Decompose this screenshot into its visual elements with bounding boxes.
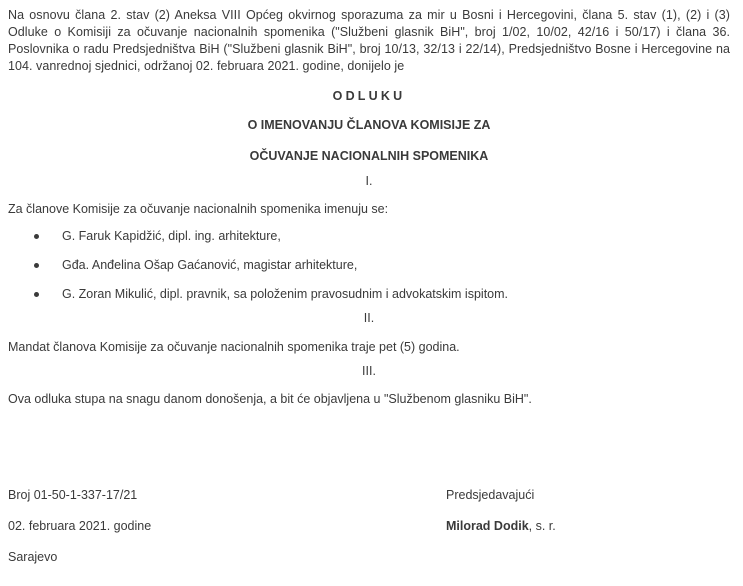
decision-document (8, 0, 730, 564)
decision-number: Broj 01-50-1-337-17/21 (8, 488, 138, 502)
preamble-paragraph: Na osnovu člana 2. stav (2) Aneksa VIII Općeg okvirnog sporazuma za mir u Bosni i Hercegovini, člana 5. stav (1), (2) i (3) Odluke o Komisiji za očuvanje nacionalnih spomenika ("Službeni glasnik BiH", broj 1/02, 10/02, 42/16 i 50/17) i člana 36. Poslovnika o radu Predsjedništva BiH ("Službeni glasnik BiH", broj 10/13, 32/13 i 22/14), Predsjedništvo Bosne i Hercegovine na 104. vanrednoj sjednici, održanoj 02. februara 2021. godine, donijelo je (8, 8, 730, 73)
section-2-text: Mandat članova Komisije za očuvanje nacionalnih spomenika traje pet (5) godina. (8, 340, 460, 354)
signer (446, 518, 556, 534)
bullet-icon (34, 263, 39, 268)
member-name: G. Faruk Kapidžić, dipl. ing. arhitekture, (62, 229, 281, 243)
section-3-text: Ova odluka stupa na snagu danom donošenja, a bit će objavljena u "Službenom glasniku BiH". (8, 392, 532, 406)
document-subtitle-line-1: O IMENOVANJU ČLANOVA KOMISIJE ZA (247, 118, 491, 132)
document-title: ODLUKU (332, 89, 406, 103)
section-1-text: Za članove Komisije za očuvanje nacionalnih spomenika imenuju se: (8, 202, 389, 216)
section-number-1: I. (365, 174, 373, 188)
section-number-2: II. (363, 311, 375, 325)
signature-row-2 (8, 518, 730, 534)
signature-row-3 (8, 549, 730, 565)
member-name: G. Zoran Mikulić, dipl. pravnik, sa položenim pravosudnim i advokatskim ispitom. (62, 287, 509, 301)
list-item (8, 228, 730, 244)
document-subtitle-line-2: OČUVANJE NACIONALNIH SPOMENIKA (249, 149, 489, 163)
decision-place: Sarajevo (8, 550, 58, 564)
signer-suffix: , s. r. (528, 519, 556, 533)
signature-row-1 (8, 487, 730, 503)
signer-role: Predsjedavajući (446, 488, 535, 502)
decision-date: 02. februara 2021. godine (8, 519, 152, 533)
section-number-3: III. (362, 364, 376, 378)
bullet-icon (34, 292, 39, 297)
list-item (8, 257, 730, 273)
bullet-icon (34, 234, 39, 239)
list-item (8, 286, 730, 302)
member-name: Gđa. Anđelina Ošap Gaćanović, magistar arhitekture, (62, 258, 358, 272)
member-list (8, 228, 730, 302)
signer-name: Milorad Dodik (446, 519, 529, 533)
